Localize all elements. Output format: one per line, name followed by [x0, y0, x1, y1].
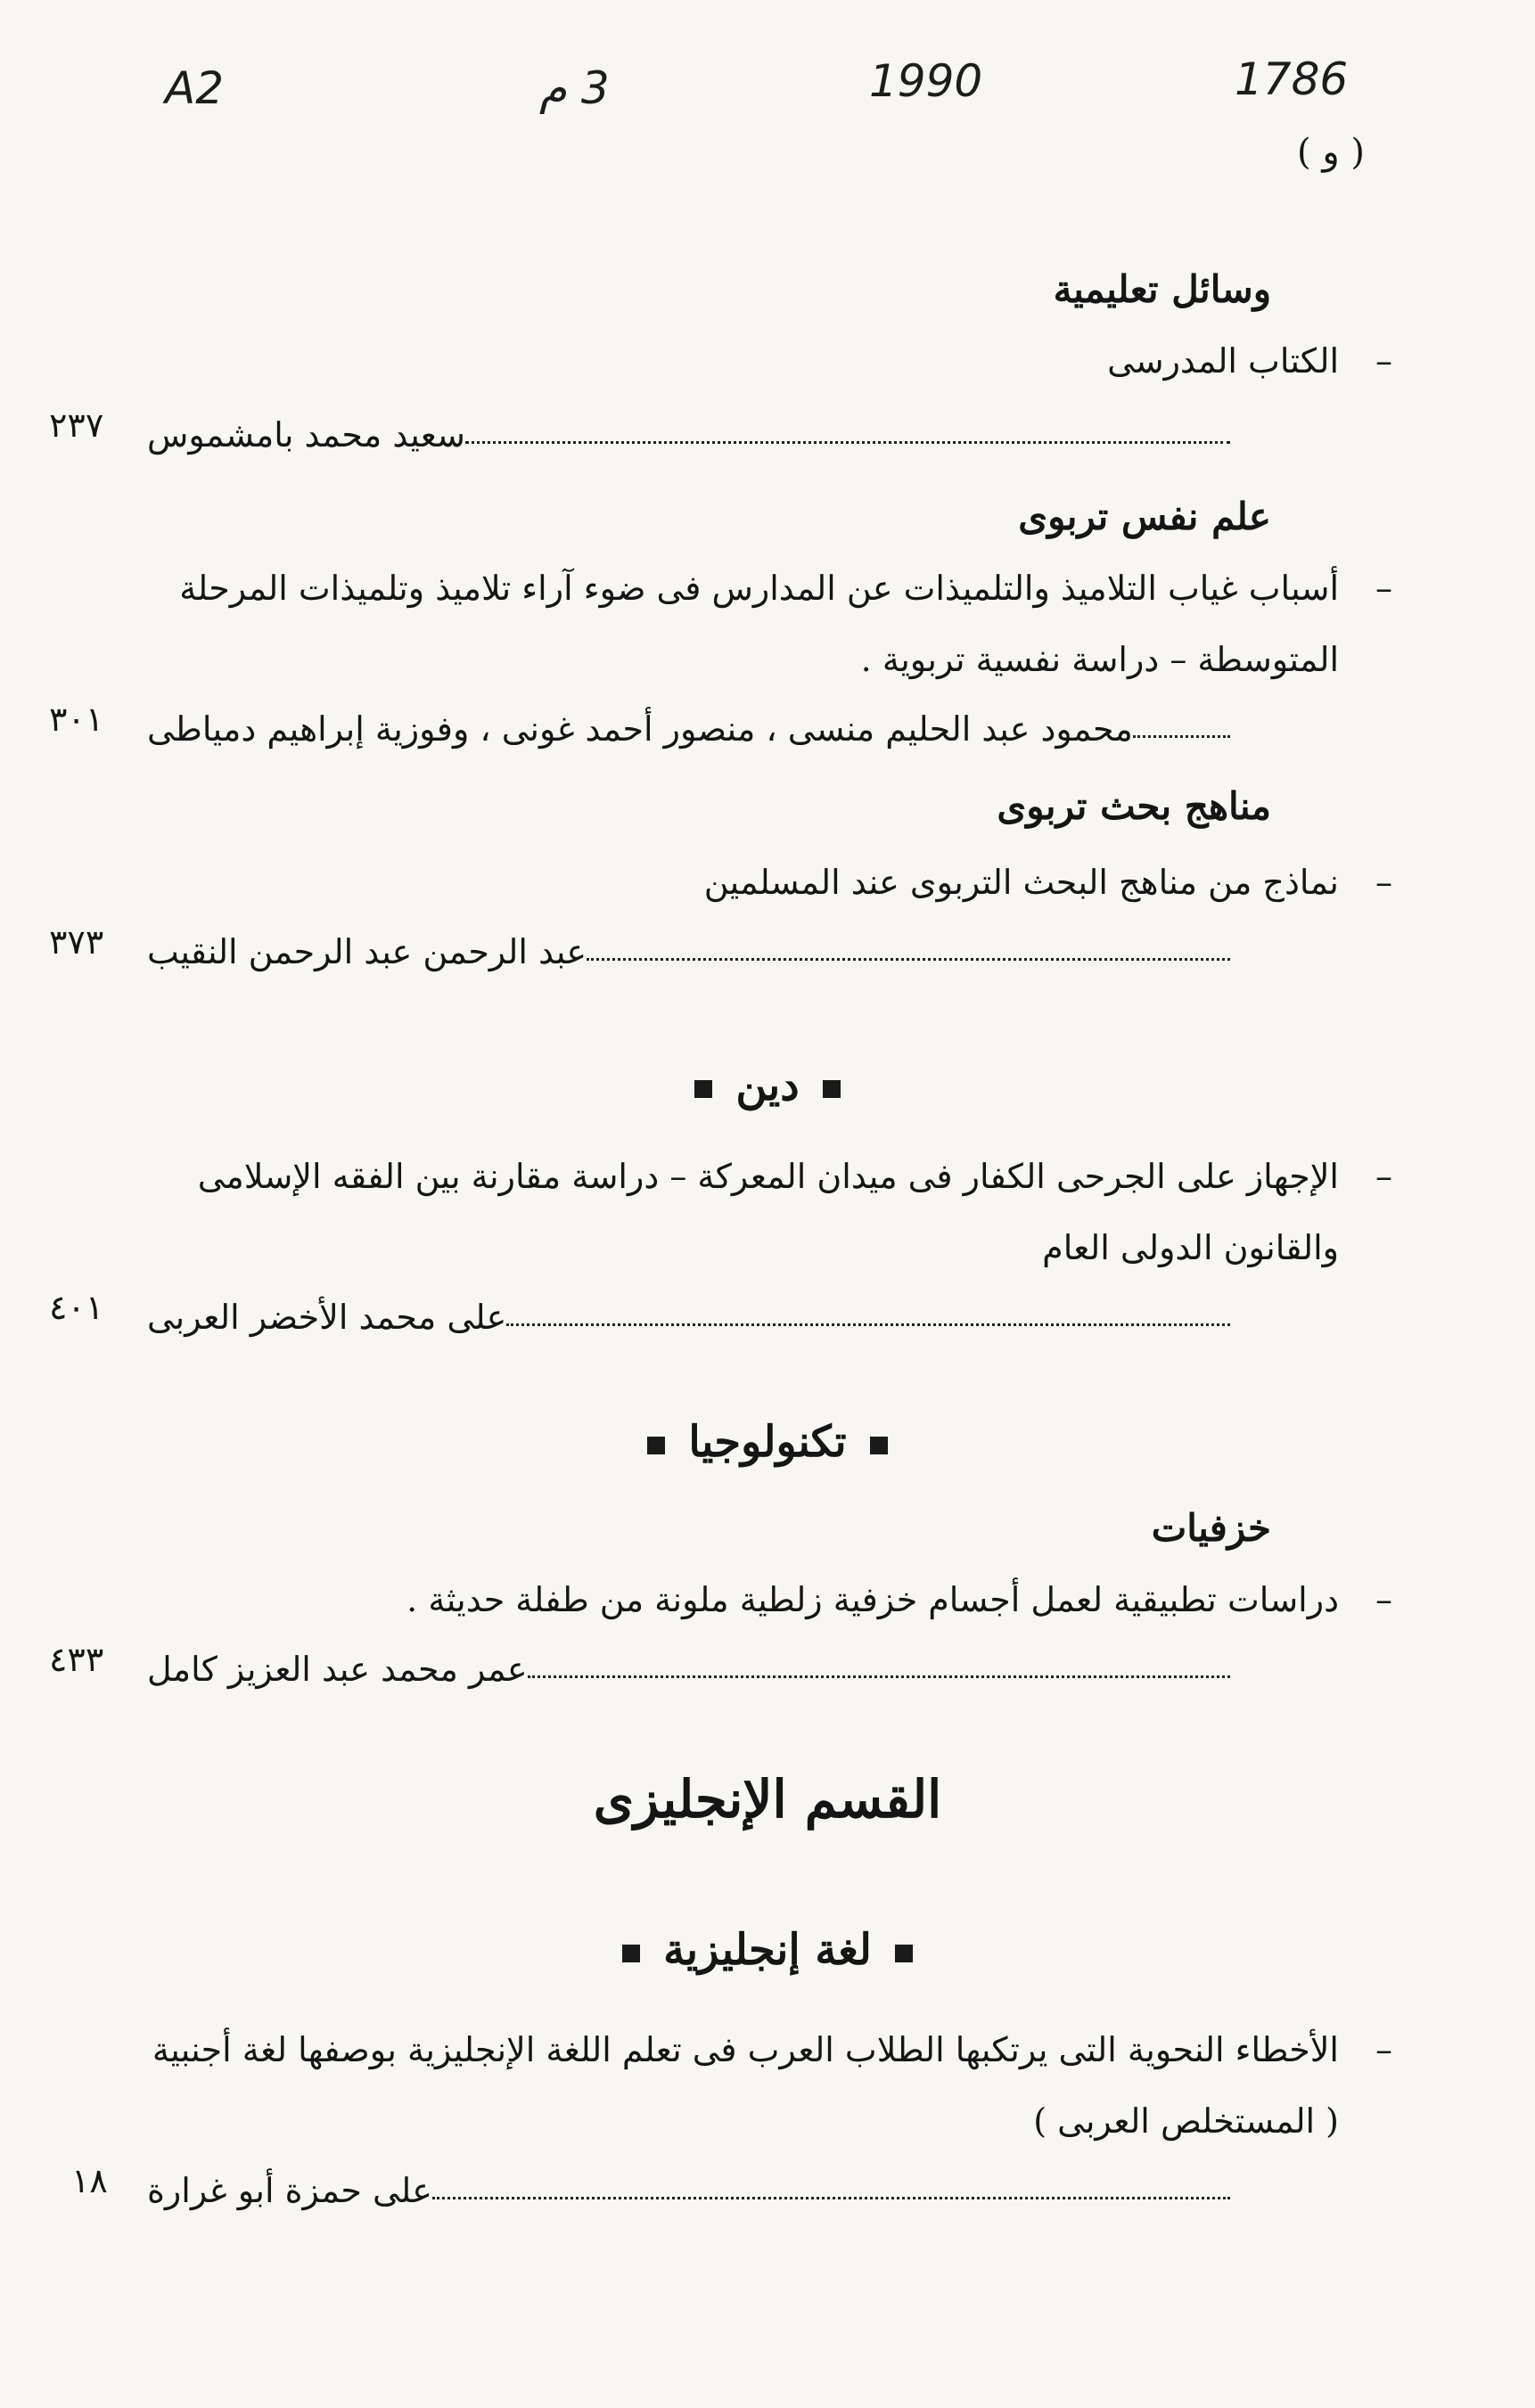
- entry-dash: –: [1375, 863, 1392, 902]
- entry-title-line: المتوسطة – دراسة نفسية تربوية .: [860, 640, 1339, 679]
- handwritten-year: 1990: [869, 55, 983, 107]
- entry-author: على حمزة أبو غرارة: [147, 2171, 432, 2210]
- entry-author: محمود عبد الحليم منسى ، منصور أحمد غونى ، وفوزية إبراهيم دمياطى: [147, 709, 1133, 749]
- section-title: لغة إنجليزية: [663, 1925, 872, 1975]
- section-technology: [0, 1417, 1535, 1467]
- entry-title-line: دراسات تطبيقية لعمل أجسام خزفية زلطية ملونة من طفلة حديثة .: [406, 1580, 1339, 1619]
- section-english-language: [0, 1925, 1535, 1975]
- entry-author: على محمد الأخضر العربى: [147, 1298, 507, 1337]
- square-bullet-icon: [895, 1945, 913, 1962]
- heading-ceramics: خزفيات: [1151, 1506, 1271, 1550]
- entry-author: عبد الرحمن عبد الرحمن النقيب: [147, 932, 587, 971]
- leader-dots: [465, 441, 1230, 444]
- square-bullet-icon: [870, 1437, 888, 1454]
- page-number: ٤٣٣: [49, 1640, 104, 1679]
- entry-wounded-enemies: [147, 1141, 1392, 1283]
- entry-ceramic-bodies: [147, 1564, 1392, 1635]
- entry-title-line: والقانون الدولى العام: [1042, 1228, 1339, 1267]
- square-bullet-icon: [823, 1080, 841, 1098]
- entry-title-line: الإجهاز على الجرحى الكفار فى ميدان المعركة – دراسة مقارنة بين الفقه الإسلامى: [197, 1157, 1339, 1196]
- author-line: [147, 401, 1241, 455]
- page-number: ٤٠١: [49, 1288, 104, 1327]
- entry-textbook: [147, 325, 1392, 397]
- entry-title-line: الأخطاء النحوية التى يرتكبها الطلاب العرب فى تعلم اللغة الإنجليزية بوصفها لغة أجنبية: [152, 2030, 1339, 2069]
- entry-title-line: أسباب غياب التلاميذ والتلميذات عن المدارس فى ضوء آراء تلاميذ وتلميذات المرحلة: [179, 569, 1339, 608]
- heading-educational-psychology: علم نفس تربوى: [1018, 495, 1271, 538]
- leader-dots: [506, 1323, 1230, 1326]
- author-line: [147, 1635, 1241, 1689]
- entry-title-line: نماذج من مناهج البحث التربوى عند المسلمين: [703, 863, 1339, 902]
- entry-title-line: الكتاب المدرسى: [1107, 341, 1339, 381]
- square-bullet-icon: [694, 1080, 712, 1098]
- section-english-part: القسم الإنجليزى: [593, 1769, 942, 1830]
- author-line: [147, 918, 1241, 971]
- page-number: ٣٧٣: [49, 922, 104, 962]
- page-number: ٢٣٧: [49, 405, 104, 445]
- entry-author: سعيد محمد بامشموس: [147, 415, 465, 455]
- leader-dots: [432, 2197, 1230, 2199]
- heading-research-methods: مناهج بحث تربوى: [997, 784, 1271, 828]
- handwritten-number: 1786: [1235, 53, 1349, 105]
- leader-dots: [1133, 735, 1230, 738]
- leader-dots: [528, 1675, 1230, 1678]
- handwritten-mark-a: A2: [165, 62, 225, 114]
- entry-dash: –: [1375, 2030, 1392, 2069]
- entry-author: عمر محمد عبد العزيز كامل: [147, 1650, 528, 1689]
- page-marker: ( و ): [1297, 132, 1365, 173]
- square-bullet-icon: [647, 1437, 665, 1454]
- square-bullet-icon: [622, 1945, 640, 1962]
- entry-dash: –: [1375, 1580, 1392, 1619]
- entry-absence-study: [147, 553, 1392, 695]
- leader-dots: [587, 958, 1230, 961]
- handwritten-mark-b: 3 م: [539, 62, 610, 114]
- author-line: [147, 1283, 1241, 1337]
- entry-grammatical-errors: [147, 2014, 1392, 2157]
- entry-research-models: [147, 847, 1392, 918]
- author-line: [147, 695, 1241, 749]
- section-title: تكنولوجيا: [688, 1417, 847, 1467]
- entry-dash: –: [1375, 341, 1392, 381]
- section-religion: [0, 1061, 1535, 1110]
- entry-dash: –: [1375, 1157, 1392, 1196]
- entry-dash: –: [1375, 569, 1392, 608]
- section-title: دين: [735, 1061, 800, 1110]
- page-number: ٣٠١: [49, 700, 104, 739]
- heading-educational-media: وسائل تعليمية: [1053, 267, 1271, 311]
- entry-title-line: ( المستخلص العربى ): [1033, 2101, 1339, 2141]
- author-line: [147, 2157, 1241, 2210]
- page-number: ١٨: [71, 2161, 108, 2200]
